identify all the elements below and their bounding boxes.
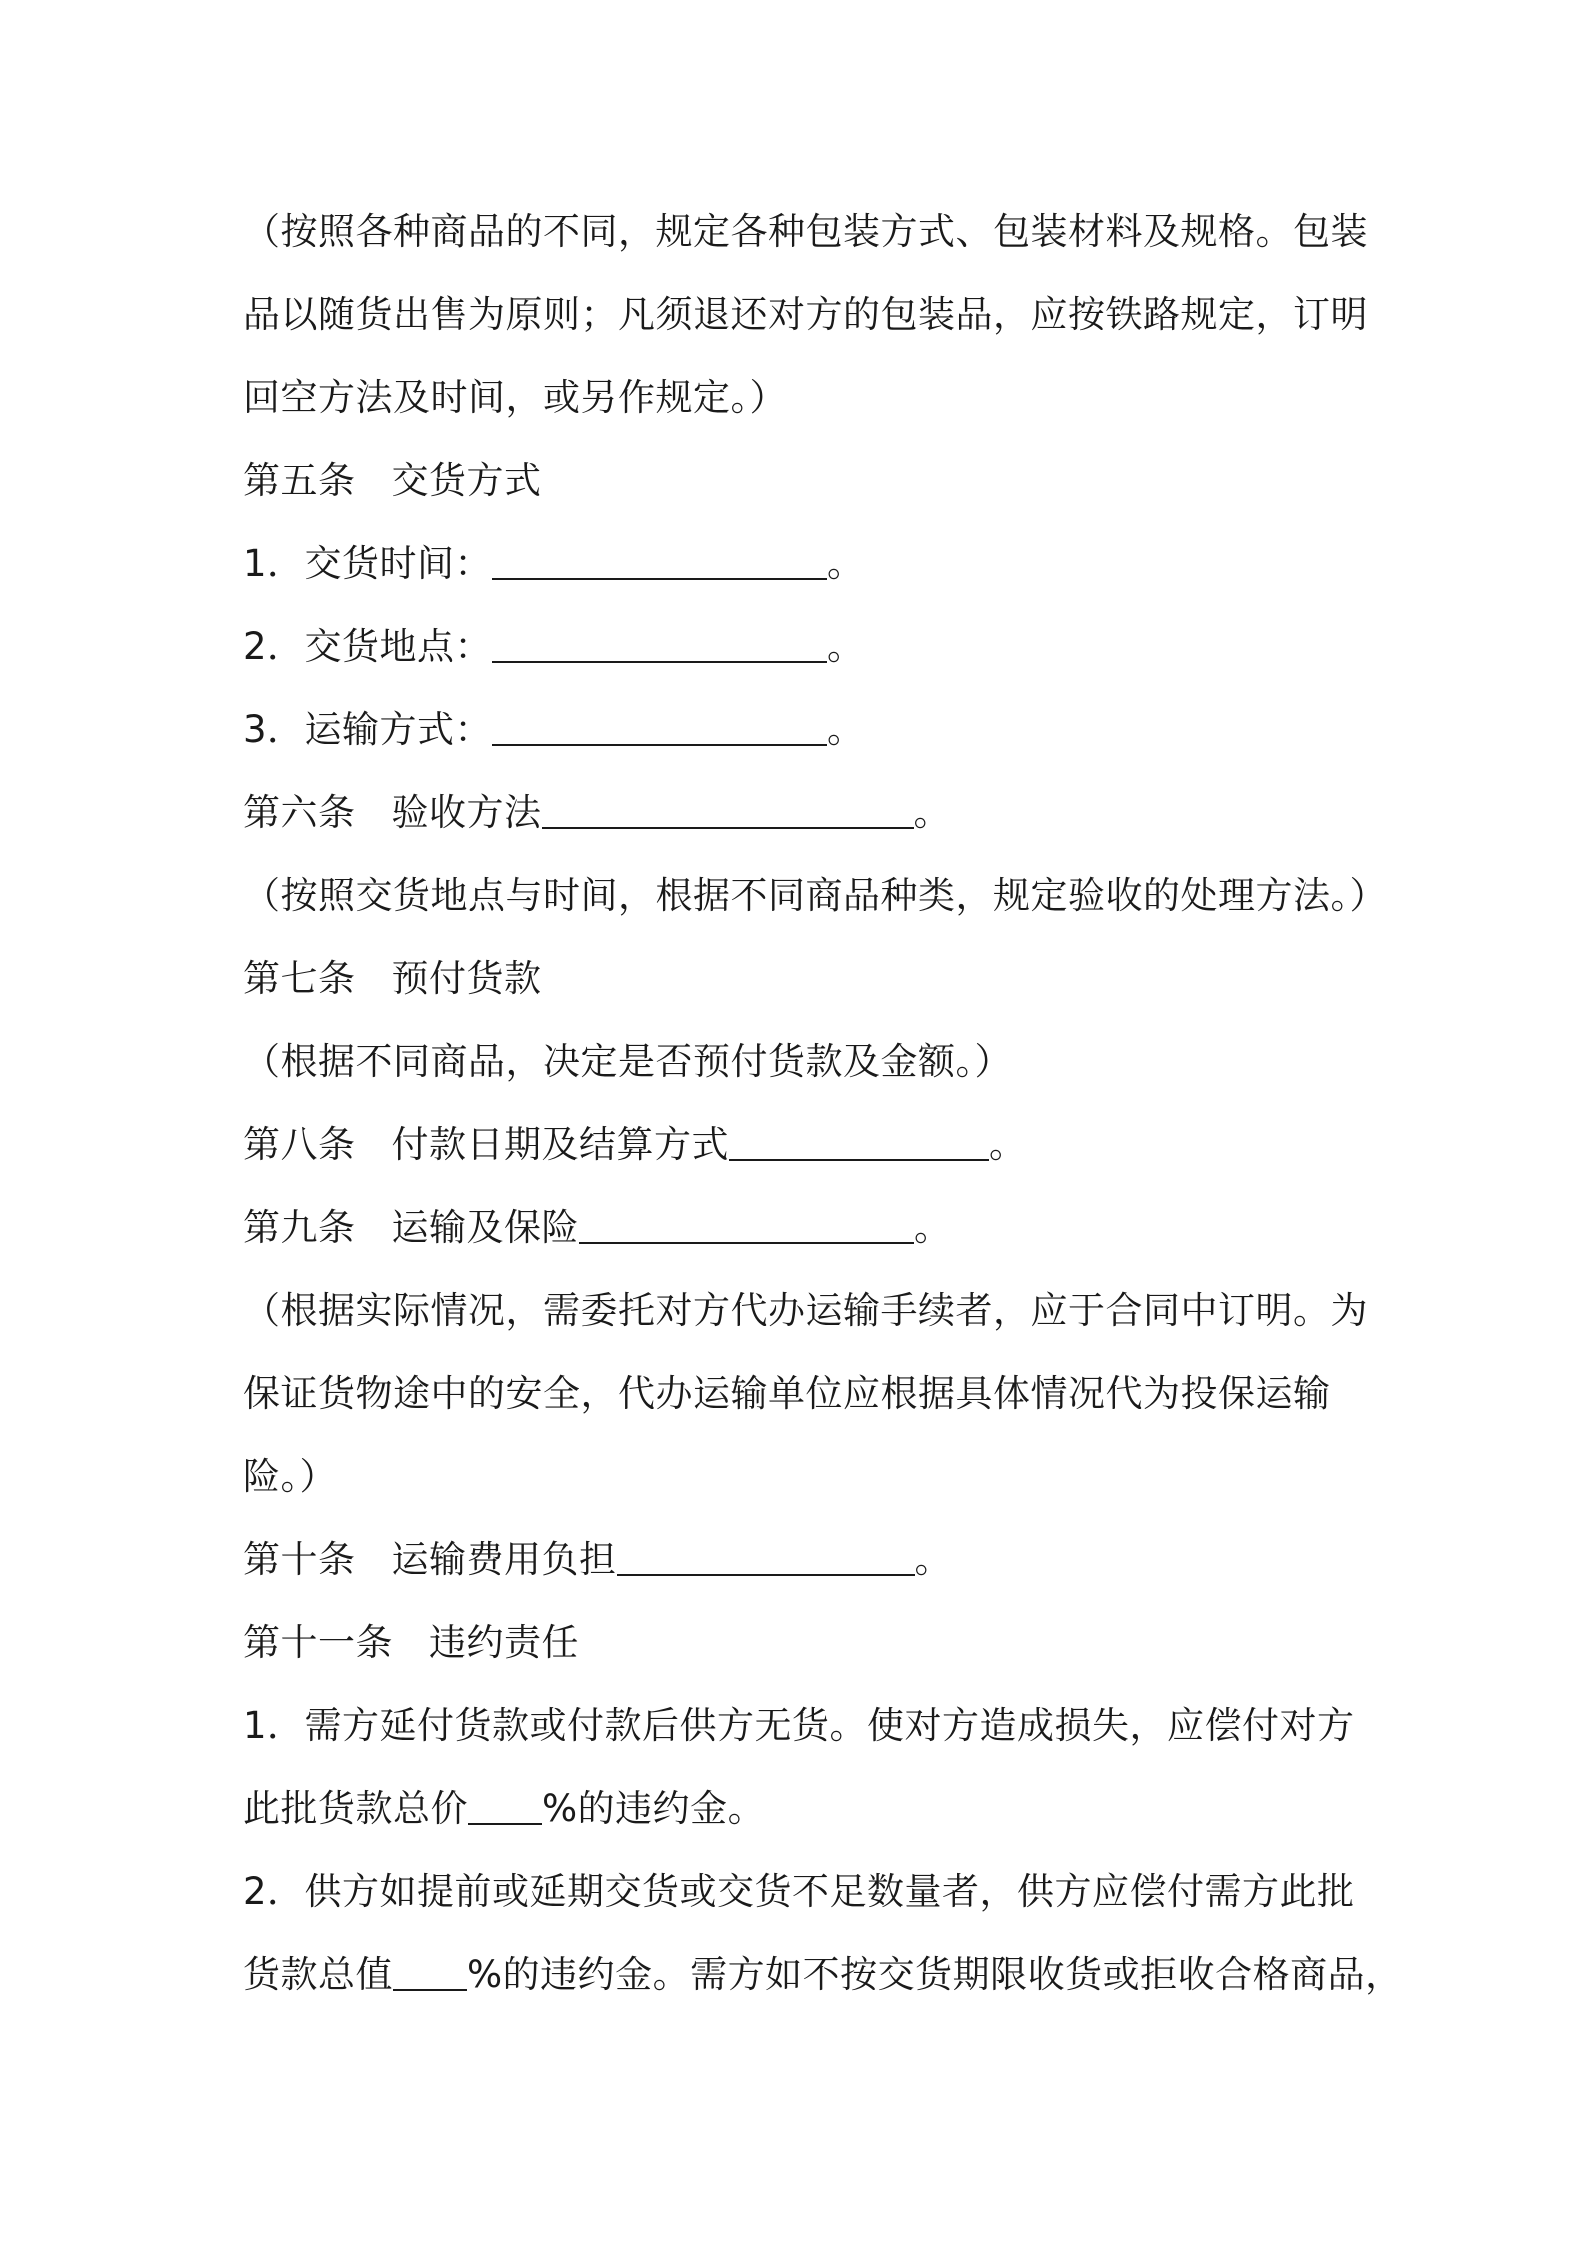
article-title: 交货方式 [391, 459, 542, 502]
paragraph-line: 1．需方延付货款或付款后供方无货。使对方造成损失，应偿付对方 [243, 1704, 1355, 1747]
article-heading [243, 1601, 579, 1685]
article-number: 第六条 [243, 791, 356, 834]
field-label: 2．交货地点： [243, 625, 493, 668]
paragraph-line: 品以随货出售为原则；凡须退还对方的包装品，应按铁路规定，订明 [243, 293, 1368, 336]
form-line: 货款总值 %的违约金。需方如不按交货期限收货或拒收合格商品， [243, 1933, 1403, 2017]
field-label: 1．交货时间： [243, 542, 493, 585]
fill-in-blank[interactable] [579, 1198, 914, 1244]
article-heading: 第九条 运输及保险 。 [243, 1186, 952, 1270]
article-number: 第五条 [243, 459, 356, 502]
form-line: 3．运输方式： 。 [243, 688, 865, 772]
paragraph-line: （根据实际情况，需委托对方代办运输手续者，应于合同中订明。为 [243, 1289, 1368, 1332]
article-number: 第七条 [243, 957, 356, 1000]
paragraph-line: 保证货物途中的安全，代办运输单位应根据具体情况代为投保运输 [243, 1372, 1331, 1415]
paragraph-line: （按照各种商品的不同，规定各种包装方式、包装材料及规格。包装 [243, 210, 1368, 253]
article-number: 第九条 [243, 1206, 356, 1249]
article-title: 运输及保险 [391, 1206, 579, 1249]
article-title: 验收方法 [391, 791, 542, 834]
paragraph-line: （根据不同商品，决定是否预付货款及金额。） [243, 1040, 1012, 1083]
fill-in-blank[interactable] [492, 617, 827, 663]
article-heading [243, 937, 542, 1021]
article-number: 第八条 [243, 1123, 356, 1166]
article-number: 第十条 [243, 1538, 356, 1581]
field-label: 3．运输方式： [243, 708, 493, 751]
fill-in-blank[interactable] [729, 1115, 989, 1161]
paragraph-line: 险。） [243, 1455, 337, 1498]
paragraph-line: （按照交货地点与时间，根据不同商品种类，规定验收的处理方法。） [243, 874, 1387, 917]
fill-in-blank[interactable] [492, 534, 827, 580]
paragraph-line: 回空方法及时间，或另作规定。） [243, 376, 787, 419]
article-title: 付款日期及结算方式 [391, 1123, 729, 1166]
article-heading [243, 439, 542, 523]
form-line: 1．交货时间： 。 [243, 522, 865, 606]
article-heading: 第十条 运输费用负担 。 [243, 1518, 952, 1602]
fill-in-blank[interactable] [468, 1779, 542, 1825]
article-heading: 第六条 验收方法 。 [243, 771, 951, 855]
fill-in-blank[interactable] [542, 783, 914, 829]
fill-in-blank[interactable] [492, 700, 827, 746]
fill-in-blank[interactable] [617, 1530, 915, 1576]
article-title: 违约责任 [429, 1621, 579, 1664]
paragraph-line: 2．供方如提前或延期交货或交货不足数量者，供方应偿付需方此批 [243, 1870, 1355, 1913]
article-title: 运输费用负担 [391, 1538, 617, 1581]
form-line: 此批货款总价 %的违约金。 [243, 1767, 765, 1851]
article-title: 预付货款 [391, 957, 542, 1000]
article-number: 第十一条 [243, 1621, 393, 1664]
form-line: 2．交货地点： 。 [243, 605, 865, 689]
article-heading: 第八条 付款日期及结算方式 。 [243, 1103, 1027, 1187]
fill-in-blank[interactable] [393, 1945, 467, 1991]
